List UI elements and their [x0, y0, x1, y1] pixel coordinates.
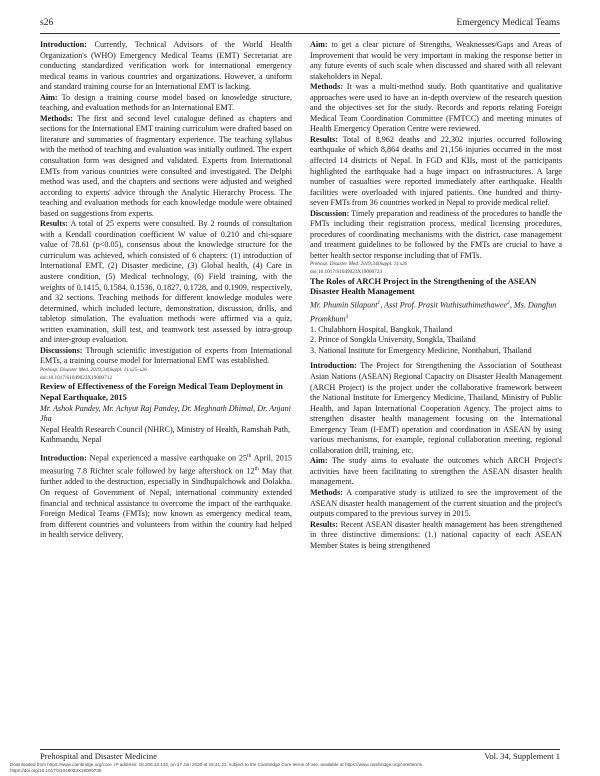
doi-line[interactable]: https://doi.org/10.1017/S1049023X19000735	[10, 768, 102, 773]
footer-rule	[40, 749, 560, 750]
abstract3-results: Results: Recent ASEAN disaster health management has been strengthened in three distinctive dimensions: (1.) national capacity of each ASEAN Member States is being strengthened	[310, 519, 562, 550]
abstract1-citation: Prehosp. Disaster Med. 2019;34(Suppl. 1):s25–s26	[40, 366, 147, 373]
page-number: s26	[40, 18, 54, 28]
abstract1-results: Results: A total of 25 experts were consulted. By 2 rounds of consultation with a Kendall coordination coefficient W value of 0.210 and chi-square value of 78.61 (p<0.05), consensus about the knowledge structure for the curriculum was achieved, which consisted of 6 chapters: (1) introduction of International EMT, (2) Disaster medicine, (3) Global health, (4) Care in austere condition, (5) Medical technology, (6) Field training, with the weights of 0.1415, 0.1584, 0.1536, 0.1827, 0.1728, and 0.1909, respectively, and 32 sections. Teaching methods for different knowledge modules were determined, which included lecture, demonstration, discussion, drills, and tabletop simulation. The evaluation methods were affirmed via a quiz, written examination, skill test, and teamwork test assessed by intra-group and inter-group evaluation.	[40, 219, 292, 345]
abstract2-introduction: Introduction: Nepal experienced a massive earthquake on 25th April, 2015 measuring 7.8 Richter scale followed by large aftershock on 12th May that further added to the destruction, especially in Sindhupalchowk and Dolakha. On request of Government of Nepal, international community extended financial and technical assistance to overcome the impact of the earthquake. Foreign Medical Teams (FMTs); now known as emergency medical team, from different countries and volunteers from within the country had helped in health service delivery.	[40, 452, 293, 540]
abstract2-citation: Prehosp. Disaster Med. 2019;34(Suppl. 1):s26	[310, 261, 408, 268]
abstract2-results: Results: Total of 8,962 deaths and 22,302 injuries occurred following earthquake of which 8,864 deaths and 21,156 injuries occurred in the most affected 14 districts of Nepal. In FGD and KIIs, most of the participants highlighted the earthquake had a huge impact on infrastructures. A large number of casualties were reported immediately after earthquake. Health facilities were overloaded with injured patients. One hundred and thirty-seven FMTs from 36 countries worked in Nepal to provide medical relief.	[310, 134, 562, 208]
abstract2-discussion: Discussion: Timely preparation and readiness of the procedures to handle the FMTs including their registration process, medical licensing procedures, procedures of coordinating mechanisms with the district, case management and treatment guidelines to be followed by the FMTs are crucial to have a better health sector response including that of FMTs.	[310, 208, 562, 260]
abstract2-affiliation: Nepal Health Research Council (NHRC), Ministry of Health, Ramshah Path, Kathmandu, Nepal	[40, 424, 291, 445]
header-rule	[40, 33, 560, 34]
abstract1-doi-link[interactable]: doi:10.1017/S1049023X19000712	[40, 374, 112, 381]
abstract2-methods: Methods: It was a multi-method study. Both quantitative and qualitative approaches were used to have an in-depth overview of the research question and the objectives set for the study. Records and reports relating Foreign Medical Team Coordination Committee (FMTCC) and meeting minutes of Health Emergency Operation Centre were reviewed.	[310, 82, 562, 134]
abstract3-methods: Methods: A comparative study is utilized to see the improvement of the ASEAN disaster health management of the current situation and the project's outputs compared to the previous survey in 2015.	[310, 488, 562, 519]
abstract1-discussion: Discussions: Through scientific investigation of experts from International EMTs, a training course model for International EMT was established.	[40, 345, 292, 366]
journal-section: Emergency Medical Teams	[456, 18, 560, 28]
abstract3-affiliation-3: 3. National Institute for Emergency Medicine, Nonthaburi, Thailand	[310, 345, 532, 355]
abstract3-aim: Aim: The study aims to evaluate the outcomes which ARCH Project's activities have been facilitating to strengthen the ASEAN disaster health management.	[310, 456, 562, 487]
download-notice	[10, 762, 590, 774]
running-header	[40, 18, 560, 32]
running-footer	[40, 751, 560, 762]
left-column	[40, 40, 292, 541]
abstract2-doi-link[interactable]: doi:10.1017/S1049023X19000724	[310, 269, 382, 276]
abstract1-introduction: Introduction: Currently, Technical Advisors of the World Health Organization's (WHO) Emergency Medical Teams (EMT) Secretariat are conducting standardized verification work for international emergency medical teams in various countries and organizations. However, a uniform and standard training course for an International EMT is lacking.	[40, 40, 292, 92]
abstract3-affiliation-1: 1. Chulabhorn Hospital, Bangkok, Thailand	[310, 324, 453, 334]
volume-info: Vol. 34, Supplement 1	[484, 751, 560, 761]
abstract2-authors: Mr. Ashok Pandey, Mr. Achyut Raj Pandey, Dr. Meghnath Dhimal, Dr. Anjani Jha	[40, 403, 291, 424]
abstract3-affiliation-2: 2. Prince of Songkla University, Songkla, Thailand	[310, 335, 476, 345]
abstract3-title: The Roles of ARCH Project in the Strengthening of the ASEAN Disaster Health Management	[310, 276, 537, 297]
abstract2-title: Review of Effectiveness of the Foreign Medical Team Deployment in Nepal Earthquake, 2015	[40, 382, 283, 402]
right-column	[310, 40, 562, 551]
abstract3-authors: Mr. Phumin Silapunt$^1$, Asst Prof. Prasit Wuthisuthimethawee$^2$, Ms. Dangfun Promkhum$^3$	[310, 300, 557, 324]
journal-name: Prehospital and Disaster Medicine	[40, 751, 157, 761]
abstract3-introduction: Introduction: The Project for Strengthening the Association of Southeast Asian Nations (ASEAN) Regional Capacity on Disaster Health Management (ARCH Project) is the project under the collaborative framework between the National Institute for Emergency Medicine, Thailand, Ministry of Public Health, and Japan International Cooperation Agency. The project aims to strengthen disaster health management focusing on the International Emergency Team (I-EMT) operation and coordination in ASEAN by using various mechanisms, for example, regional collaboration meeting, regional collaboration drill, training, etc.	[310, 361, 562, 455]
abstract2-aim: Aim: to get a clear picture of Strengths, Weaknesses/Gaps and Areas of Improvement that would be very important in making the response better in any future events of such scale when discussed and shared with all relevant stakeholders in Nepal.	[310, 40, 562, 81]
download-line[interactable]: Downloaded from https://www.cambridge.org/core. IP address: 18.206.13.133, on 27 Jun 2020 at 15:41:21, subject to the Cambridge Core terms of use, available at https://www.cambridge.org/core/terms.	[10, 762, 424, 767]
abstract1-methods: Methods: The first and second level catalogue defined as chapters and sections for the International EMT training curriculum were drafted based on literature and summaries of fragmentary experience. The teaching syllabus with the method of teaching and evaluation was initially outlined. The expert consultation form was designed and validated. Experts from International EMTs from various countries were consulted and investigated. The Delphi method was used, and the chapters and sections were adjusted and weighed according to experts' advice through the Analytic Hierarchy Process. The teaching and evaluation methods for each knowledge module were obtained based on suggestions from experts.	[40, 113, 292, 218]
abstract1-aim: Aim: To design a training course model based on knowledge structure, teaching, and evaluation methods for an International EMT.	[40, 92, 292, 113]
